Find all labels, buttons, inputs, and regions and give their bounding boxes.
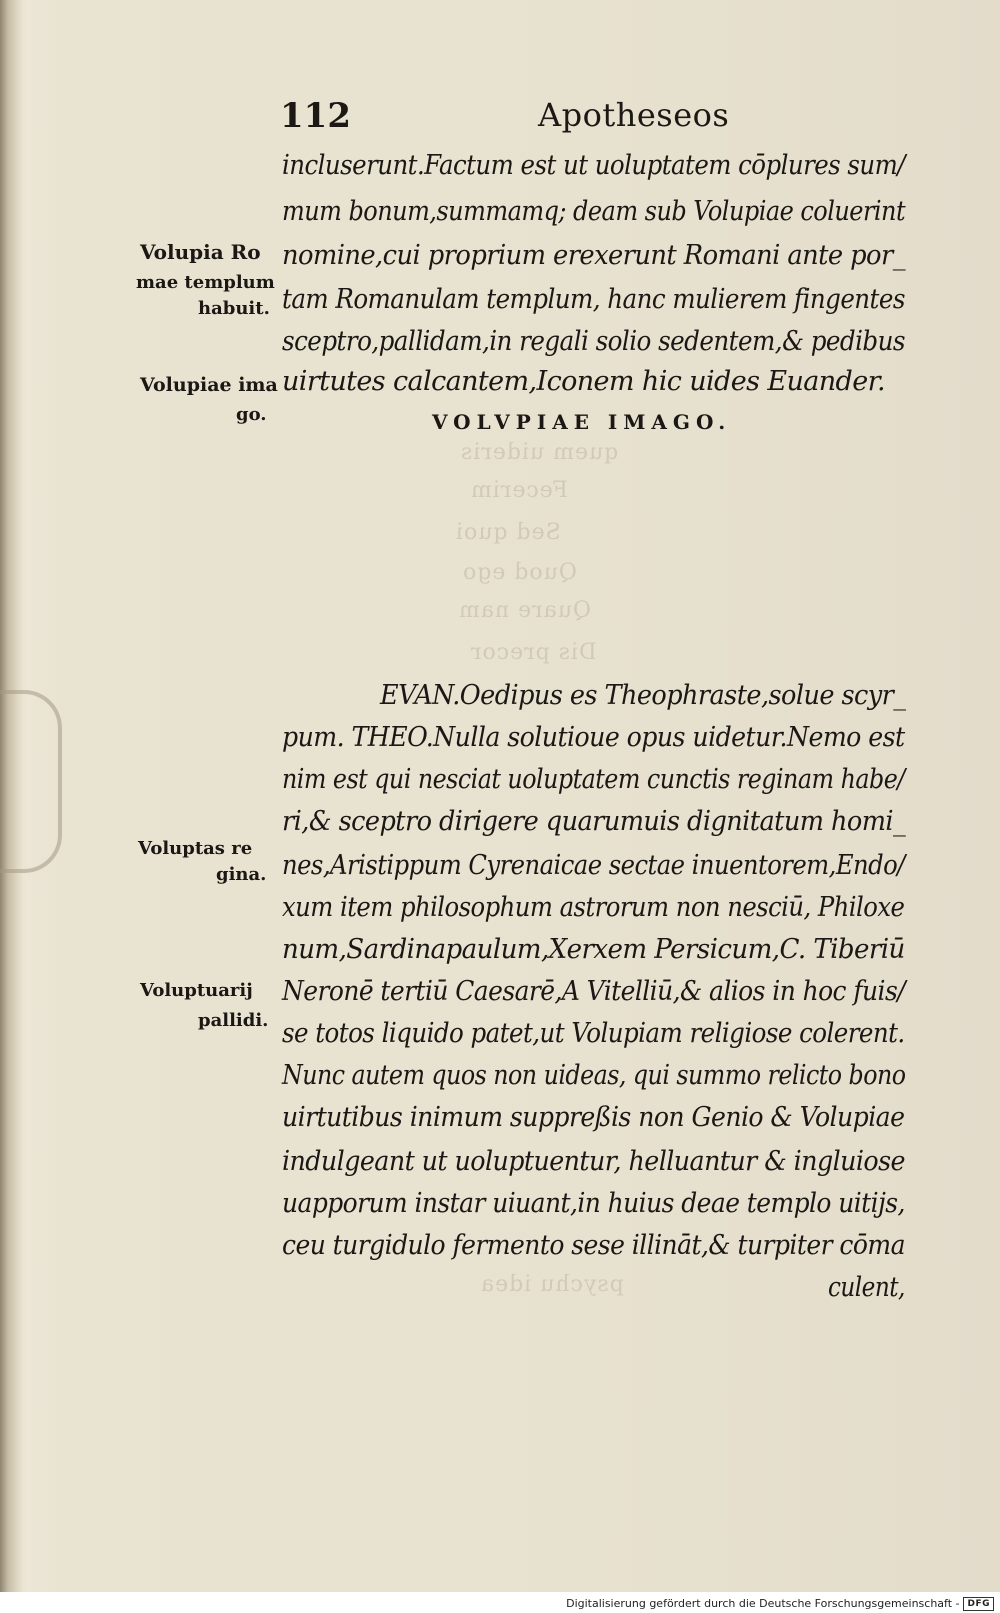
show-through-line: Quare nam xyxy=(458,598,591,623)
illustration-caption: VOLVPIAE IMAGO. xyxy=(432,410,732,434)
body-line: incluserunt.Factum est ut uoluptatem cōplures sum/ xyxy=(282,150,905,181)
margin-note: mae templum xyxy=(136,272,275,293)
body-line: se totos liquido patet,ut Volupiam religiose colerent. xyxy=(282,1018,905,1049)
show-through-line: psychu idea xyxy=(480,1272,624,1297)
show-through-line: Dis precor xyxy=(470,640,597,665)
running-head: Apotheseos xyxy=(538,96,730,134)
show-through-line: Quod ego xyxy=(462,560,577,585)
body-line: culent, xyxy=(828,1272,905,1303)
body-line: sceptro,pallidam,in regali solio sedentem,& pedibus xyxy=(282,326,905,357)
body-line: ceu turgidulo fermento sese illināt,& turpiter cōma xyxy=(282,1230,905,1261)
page-clasp-shadow xyxy=(0,690,62,873)
body-line: nim est qui nesciat uoluptatem cunctis reginam habe/ xyxy=(282,764,905,795)
margin-note: habuit. xyxy=(198,298,270,319)
body-line: num,Sardinapaulum,Xerxem Persicum,C. Tiberiū xyxy=(282,934,905,965)
body-line: uirtutibus inimum suppreßis non Genio & Volupiae xyxy=(282,1102,905,1133)
margin-note: go. xyxy=(236,404,267,425)
margin-note: gina. xyxy=(216,864,267,885)
folio-number: 112 xyxy=(280,96,351,136)
body-line: Nunc autem quos non uideas, qui summo relicto bono xyxy=(282,1060,906,1091)
body-line: uapporum instar uiuant,in huius deae templo uitijs, xyxy=(282,1188,905,1219)
body-line: pum. THEO.Nulla solutioue opus uidetur.Nemo est xyxy=(282,722,905,753)
dfg-logo: DFG xyxy=(963,1597,994,1611)
body-line: Neronē tertiū Caesarē,A Vitelliū,& alios in hoc fuis/ xyxy=(282,976,906,1007)
body-line: EVAN.Oedipus es Theophraste,solue scyr_ xyxy=(380,680,906,711)
margin-note: Volupia Ro xyxy=(140,240,261,264)
margin-note: Volupiae ima xyxy=(140,374,278,396)
body-line: uirtutes calcantem,Iconem hic uides Euander. xyxy=(282,366,885,397)
body-line: mum bonum,summamq; deam sub Volupiae coluerint xyxy=(282,196,906,227)
margin-note: pallidi. xyxy=(198,1010,269,1031)
digitization-footer xyxy=(0,1594,1000,1613)
show-through-line: Fecerim xyxy=(470,478,568,503)
show-through-line: Sed quoi xyxy=(455,520,561,545)
body-line: xum item philosophum astrorum non nesciū, Philoxe xyxy=(282,892,905,923)
footer-credit: Digitalisierung gefördert durch die Deutsche Forschungsgemeinschaft - xyxy=(566,1597,960,1610)
margin-note: Voluptuarij xyxy=(140,980,253,1001)
body-line: tam Romanulam templum, hanc mulierem fingentes xyxy=(282,284,905,315)
show-through-line: quem uideris xyxy=(460,440,619,465)
margin-note: Voluptas re xyxy=(138,838,253,859)
body-line: nes,Aristippum Cyrenaicae sectae inuentorem,Endo/ xyxy=(282,850,905,881)
body-line: indulgeant ut uoluptuentur, helluantur & ingluiose xyxy=(282,1146,905,1177)
page-header xyxy=(280,96,740,140)
body-line: nomine,cui proprium erexerunt Romani ante por_ xyxy=(282,240,906,271)
body-line: ri,& sceptro dirigere quarumuis dignitatum homi_ xyxy=(282,806,906,837)
